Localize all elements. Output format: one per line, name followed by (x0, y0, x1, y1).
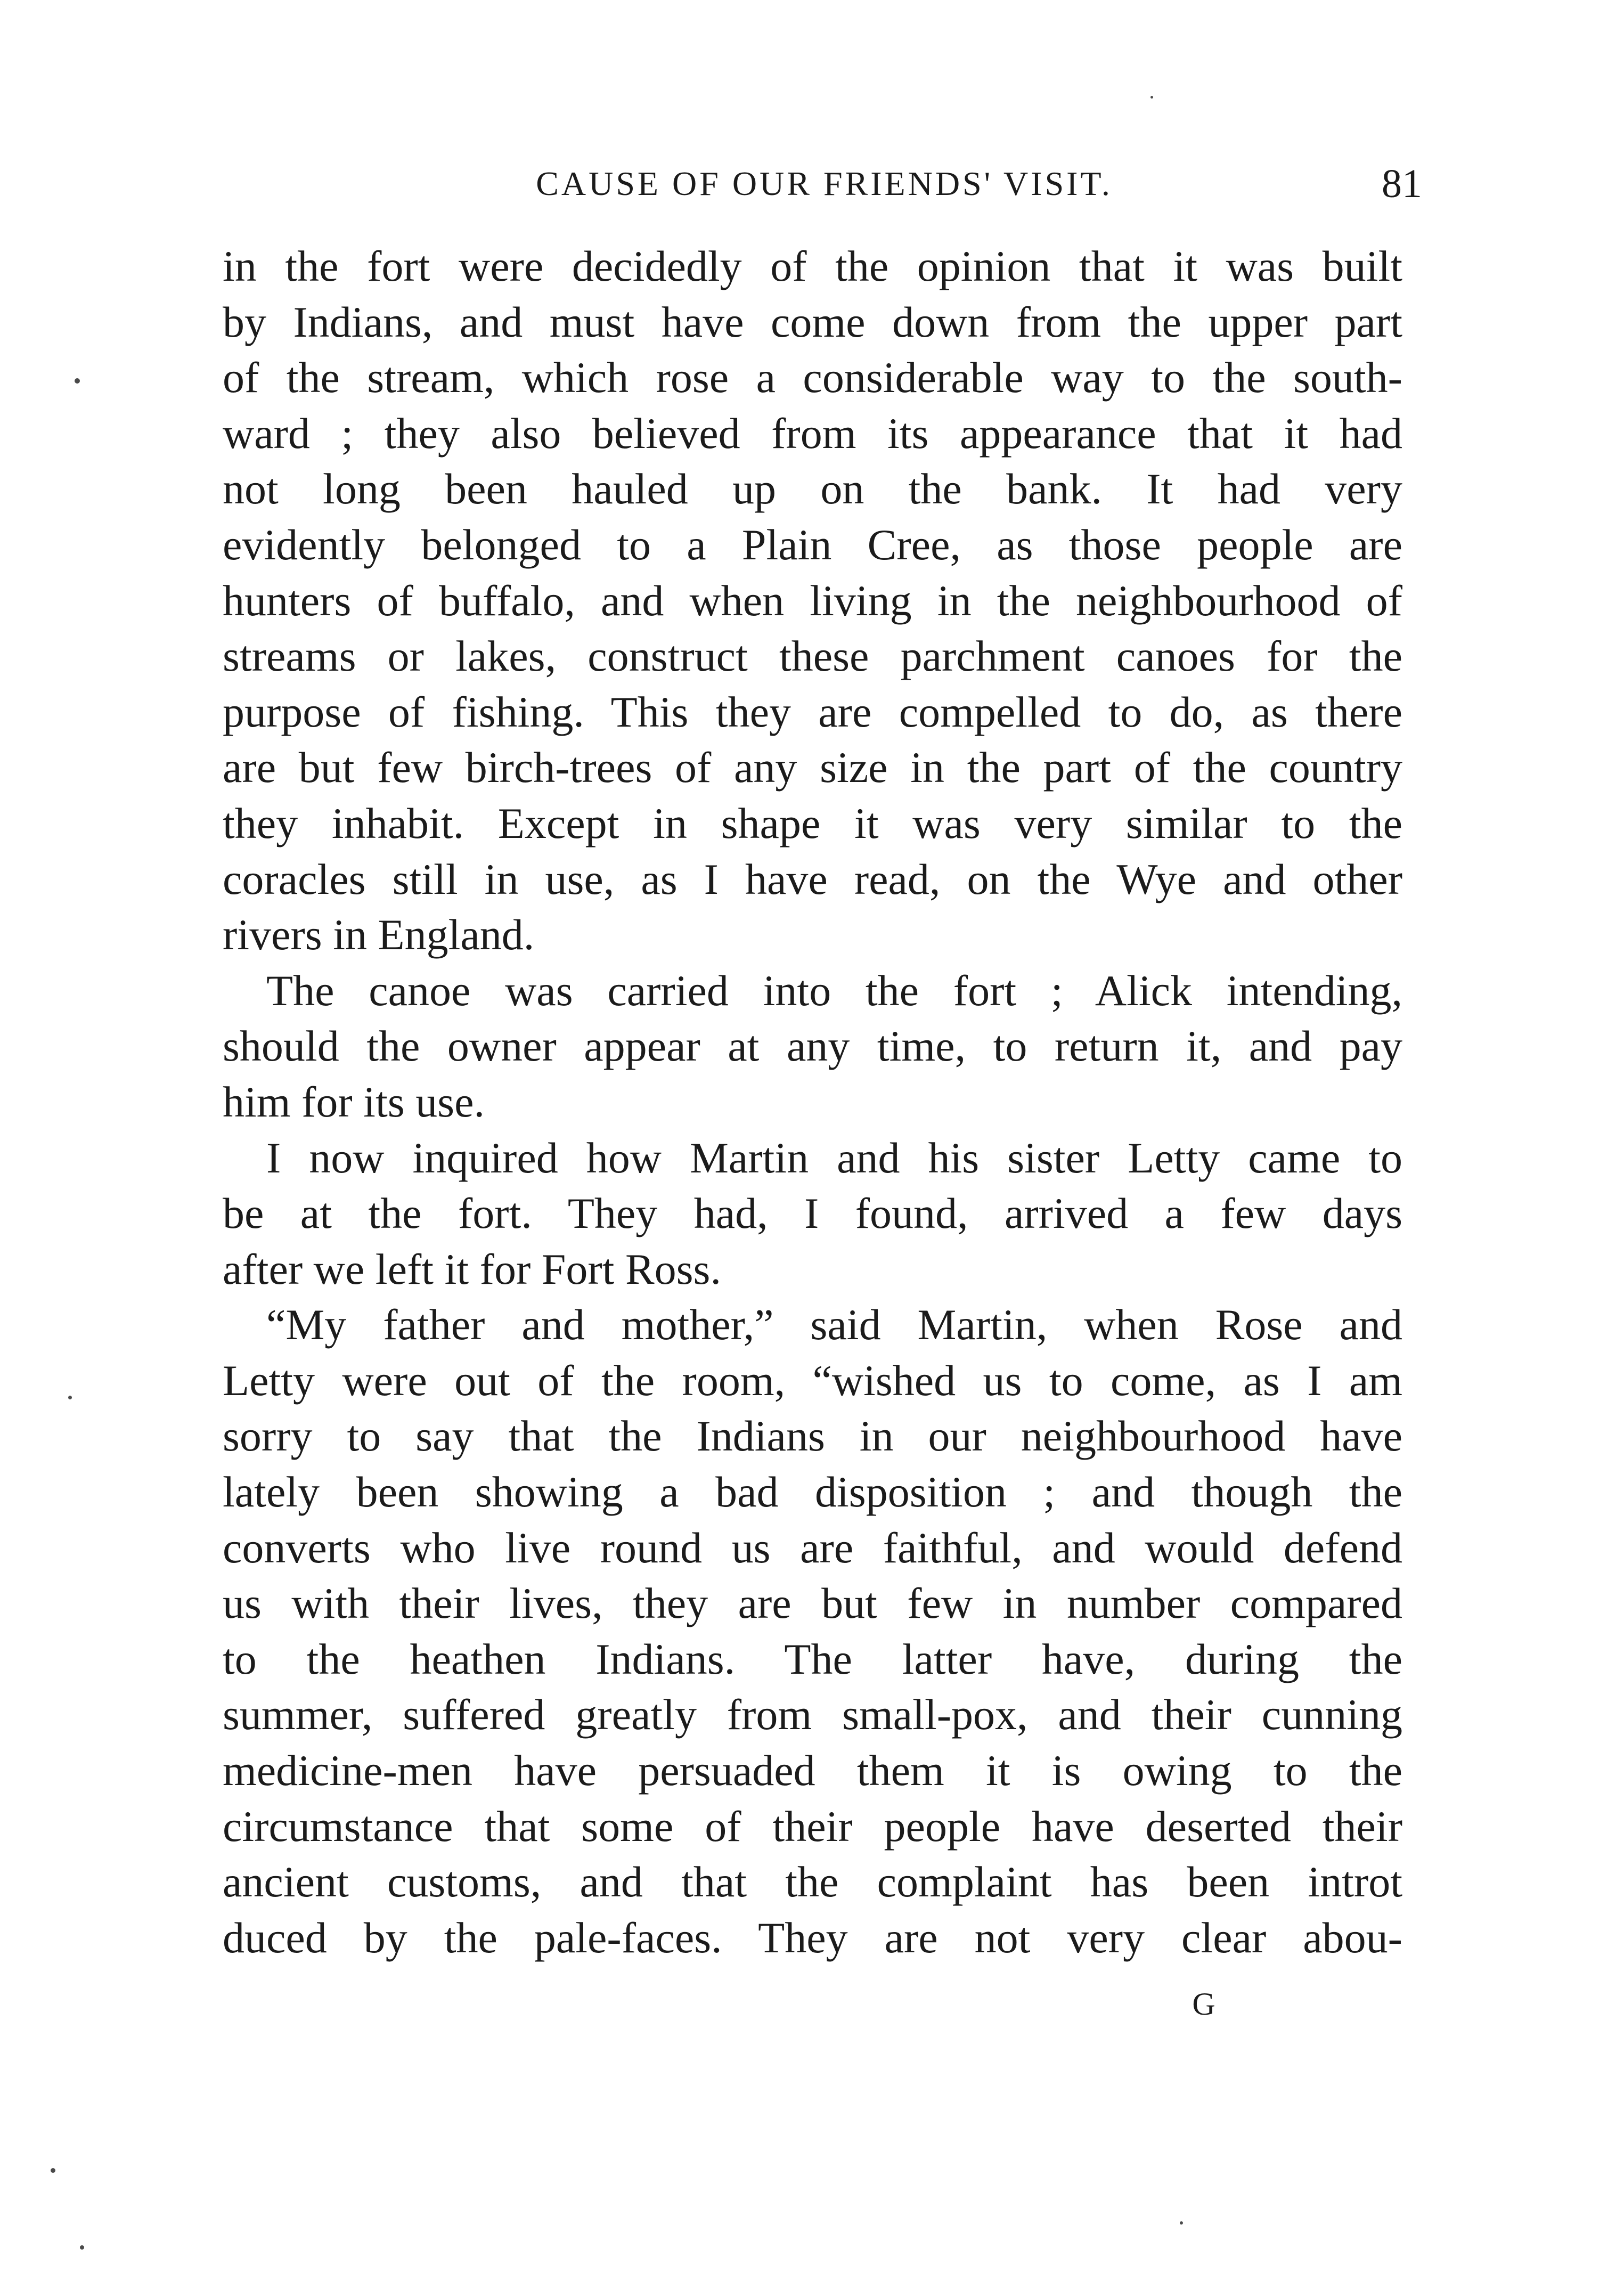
paper-speck (68, 1396, 72, 1399)
text-line: be at the fort. They had, I found, arrived a few days (223, 1189, 1402, 1238)
text-line: evidently belonged to a Plain Cree, as those people are (223, 520, 1402, 569)
text-line: circumstance that some of their people have deserted their (223, 1802, 1402, 1851)
paper-speck (80, 2245, 84, 2250)
text-line: us with their lives, they are but few in number compared (223, 1579, 1402, 1628)
paper-speck (75, 378, 80, 384)
text-line: after we left it for Fort Ross. (223, 1244, 721, 1293)
text-line: should the owner appear at any time, to return it, and pay (223, 1022, 1402, 1071)
signature-mark: G (1192, 1986, 1215, 2022)
text-line: converts who live round us are faithful, and would defend (223, 1523, 1402, 1572)
text-line: of the stream, which rose a considerable way to the south- (223, 353, 1402, 402)
text-line: not long been hauled up on the bank. It had very (223, 465, 1402, 514)
running-head: CAUSE OF OUR FRIENDS' VISIT. (536, 165, 1113, 202)
text-line: ward ; they also believed from its appearance that it had (223, 409, 1402, 458)
paragraph (223, 239, 1402, 963)
text-line: coracles still in use, as I have read, on the Wye and other (223, 854, 1402, 903)
text-line: medicine-men have persuaded them it is owing to the (223, 1746, 1402, 1795)
paragraph (223, 963, 1402, 1130)
text-line: lately been showing a bad disposition ; and though the (223, 1468, 1402, 1517)
page-header (224, 160, 1425, 218)
paper-speck (1180, 2221, 1183, 2225)
text-line: summer, suffered greatly from small-pox, and their cunning (223, 1690, 1402, 1739)
paragraph (223, 1297, 1402, 1966)
text-line: The canoe was carried into the fort ; Alick intending, (266, 966, 1402, 1015)
paper-speck (1150, 96, 1153, 99)
text-line: by Indians, and must have come down from the upper part (223, 297, 1402, 346)
text-line: in the fort were decidedly of the opinion that it was built (223, 242, 1402, 290)
text-line: they inhabit. Except in shape it was very similar to the (223, 799, 1402, 848)
text-line: Letty were out of the room, “wished us to come, as I am (223, 1356, 1402, 1405)
text-line: ancient customs, and that the complaint has been introt (223, 1857, 1402, 1907)
text-line: “My father and mother,” said Martin, when Rose and (266, 1300, 1402, 1349)
text-line: him for its use. (223, 1077, 485, 1126)
text-line: sorry to say that the Indians in our neighbourhood have (223, 1412, 1402, 1461)
text-line: rivers in England. (223, 910, 535, 959)
text-line: hunters of buffalo, and when living in the neighbourhood of (223, 576, 1402, 625)
paper-speck (51, 2168, 55, 2173)
page-number: 81 (1382, 161, 1422, 206)
text-line: purpose of fishing. This they are compelled to do, as there (223, 687, 1402, 736)
text-line: I now inquired how Martin and his sister Letty came to (266, 1133, 1402, 1182)
text-line: to the heathen Indians. The latter have, during the (223, 1634, 1402, 1683)
paragraph (223, 1130, 1402, 1298)
text-line: streams or lakes, construct these parchment canoes for the (223, 632, 1402, 681)
body-text (223, 239, 1402, 1966)
text-line: duced by the pale-faces. They are not very clear abou- (223, 1913, 1402, 1962)
text-line: are but few birch-trees of any size in the part of the country (223, 743, 1402, 792)
